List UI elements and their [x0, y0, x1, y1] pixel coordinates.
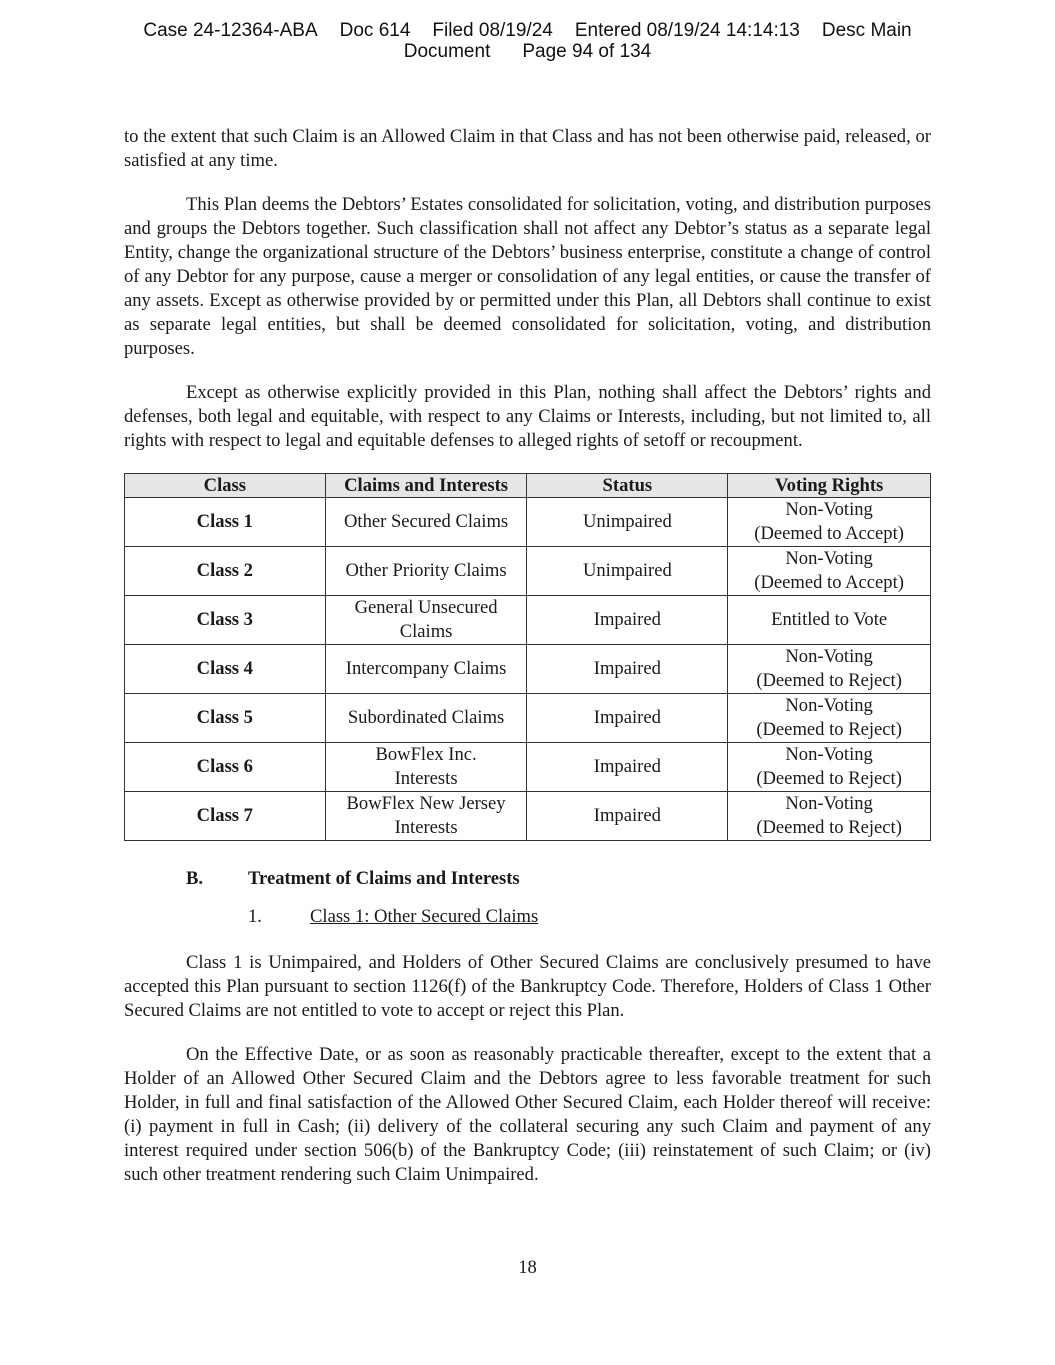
claims-line-1: BowFlex New Jersey: [346, 793, 506, 814]
voting-line-1: Non-Voting: [785, 695, 873, 716]
voting-line-2: (Deemed to Accept): [754, 572, 904, 593]
page-of-total: Page 94 of 134: [522, 41, 652, 62]
class-cell: Class 7: [125, 792, 326, 841]
paragraph-class1-treatment: On the Effective Date, or as soon as reasonably practicable thereafter, except to the extent that a Holder of an Allowed Other Secured Claim and the Debtors agree to less favorable treatment for such Holder, in full and final satisfaction of the Allowed Other Secured Claim, each Holder thereof will receive: (i) payment in full in Cash; (ii) delivery of the collateral securing any such Claim and payment of any interest required under section 506(b) of the Bankruptcy Code; (iii) reinstatement of such Claim; or (iv) such other treatment rendering such Claim Unimpaired.: [124, 1044, 931, 1185]
header-claims-interests: Claims and Interests: [325, 474, 527, 498]
voting-line-1: Non-Voting: [785, 793, 873, 814]
desc-label: Desc Main: [821, 20, 912, 41]
claims-cell: Other Secured Claims: [325, 498, 527, 547]
voting-cell: [728, 792, 931, 841]
page-number: 18: [518, 1257, 537, 1278]
status-cell: Impaired: [527, 694, 728, 743]
filed-date: Filed 08/19/24: [432, 20, 553, 41]
status-cell: Unimpaired: [527, 498, 728, 547]
paragraph-consolidation: This Plan deems the Debtors’ Estates consolidated for solicitation, voting, and distribution purposes and groups the Debtors together. Such classification shall not affect any Debtor’s status as a separate legal Entity, change the organizational structure of the Debtors’ business enterprise, constitute a change of control of any Debtor for any purpose, cause a merger or consolidation of any legal entities, or cause the transfer of any assets. Except as otherwise provided by or permitted under this Plan, all Debtors shall continue to exist as separate legal entities, but shall be deemed consolidated for solicitation, voting, and distribution purposes.: [124, 194, 931, 359]
paragraph-continuation: to the extent that such Claim is an Allowed Claim in that Class and has not been otherwise paid, released, or satisfied at any time.: [124, 126, 931, 171]
status-cell: Unimpaired: [527, 547, 728, 596]
subsection-title: Class 1: Other Secured Claims: [310, 906, 539, 927]
table-header-row: [125, 474, 931, 498]
stamp-line-1: [0, 20, 1055, 41]
claims-cell: Intercompany Claims: [325, 645, 527, 694]
header-status: Status: [527, 474, 728, 498]
document-label: Document: [403, 41, 491, 62]
stamp-line-2: [0, 41, 1055, 62]
header-voting-rights: Voting Rights: [728, 474, 931, 498]
voting-cell: [728, 645, 931, 694]
table-row: [125, 694, 931, 743]
section-title: Treatment of Claims and Interests: [248, 868, 520, 889]
table-row: [125, 792, 931, 841]
class-cell: Class 1: [125, 498, 326, 547]
table-row: [125, 547, 931, 596]
case-number: Case 24-12364-ABA: [143, 20, 318, 41]
class-cell: Class 5: [125, 694, 326, 743]
voting-line-1: Non-Voting: [785, 499, 873, 520]
claims-cell: [325, 743, 527, 792]
claims-cell: [325, 596, 527, 645]
paragraph-class1-status: Class 1 is Unimpaired, and Holders of Other Secured Claims are conclusively presumed to have accepted this Plan pursuant to section 1126(f) of the Bankruptcy Code. Therefore, Holders of Class 1 Other Secured Claims are not entitled to vote to accept or reject this Plan.: [124, 952, 931, 1021]
voting-line-2: (Deemed to Accept): [754, 523, 904, 544]
voting-line-2: (Deemed to Reject): [756, 768, 902, 789]
table-row: [125, 498, 931, 547]
status-cell: Impaired: [527, 645, 728, 694]
voting-cell: [728, 694, 931, 743]
claims-cell: Subordinated Claims: [325, 694, 527, 743]
subsection-heading: [124, 905, 931, 929]
voting-cell: Entitled to Vote: [728, 596, 931, 645]
voting-cell: [728, 498, 931, 547]
table-row: [125, 596, 931, 645]
claims-line-2: Interests: [394, 817, 458, 838]
status-cell: Impaired: [527, 596, 728, 645]
section-heading: [124, 867, 931, 891]
voting-line-1: Non-Voting: [785, 646, 873, 667]
status-cell: Impaired: [527, 792, 728, 841]
claims-cell: Other Priority Claims: [325, 547, 527, 596]
voting-cell: [728, 743, 931, 792]
table-row: [125, 645, 931, 694]
court-filing-stamp: [0, 20, 1055, 62]
claims-line-2: Interests: [394, 768, 458, 789]
class-cell: Class 2: [125, 547, 326, 596]
class-cell: Class 6: [125, 743, 326, 792]
claims-line-2: Claims: [399, 621, 453, 642]
voting-line-1: Non-Voting: [785, 548, 873, 569]
classification-table: [124, 473, 931, 841]
class-cell: Class 4: [125, 645, 326, 694]
table-row: [125, 743, 931, 792]
entered-date: Entered 08/19/24 14:14:13: [574, 20, 800, 41]
claims-cell: [325, 792, 527, 841]
claims-line-1: General Unsecured: [354, 597, 498, 618]
doc-number: Doc 614: [339, 20, 411, 41]
voting-cell: [728, 547, 931, 596]
class-cell: Class 3: [125, 596, 326, 645]
document-body: [124, 125, 931, 1207]
paragraph-rights-defenses: Except as otherwise explicitly provided in this Plan, nothing shall affect the Debtors’ rights and defenses, both legal and equitable, with respect to any Claims or Interests, including, but not limited to, all rights with respect to legal and equitable defenses to alleged rights of setoff or recoupment.: [124, 382, 931, 451]
subsection-number: 1.: [248, 906, 262, 927]
claims-line-1: BowFlex Inc.: [375, 744, 477, 765]
voting-line-2: (Deemed to Reject): [756, 817, 902, 838]
status-cell: Impaired: [527, 743, 728, 792]
header-class: Class: [125, 474, 326, 498]
voting-line-2: (Deemed to Reject): [756, 719, 902, 740]
section-letter: B.: [186, 868, 204, 889]
voting-line-2: (Deemed to Reject): [756, 670, 902, 691]
voting-line-1: Non-Voting: [785, 744, 873, 765]
